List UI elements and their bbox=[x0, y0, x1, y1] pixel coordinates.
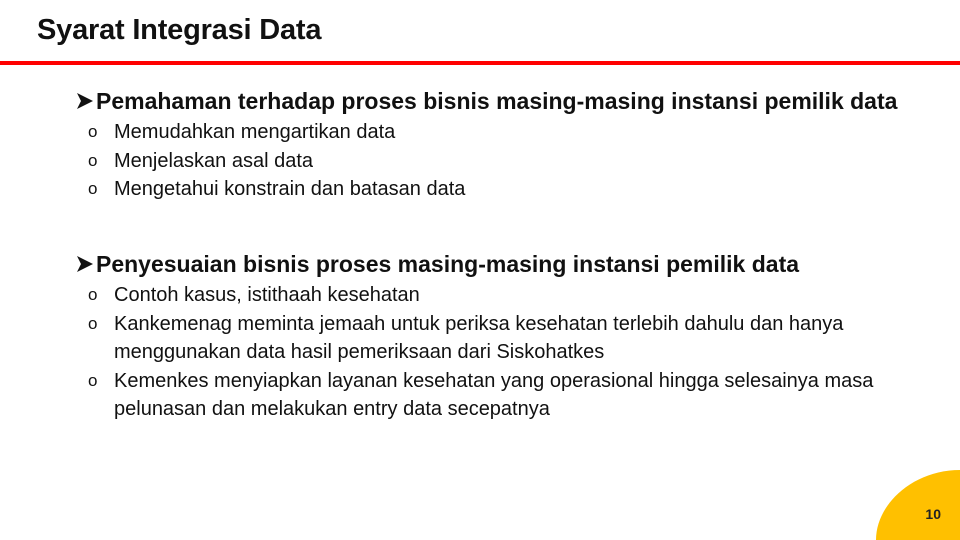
main-bullet-1 bbox=[74, 87, 934, 115]
sub-item-2-1 bbox=[88, 281, 934, 310]
sub-item-text: Kemenkes menyiapkan layanan kesehatan yang operasional hingga selesainya masa pelunasan dan melakukan entry data secepatnya bbox=[114, 369, 874, 420]
sub-item-2-2 bbox=[88, 310, 934, 367]
sub-item-text: Kankemenag meminta jemaah untuk periksa kesehatan terlebih dahulu dan hanya menggunakan data hasil pemeriksaan dari Siskohatkes bbox=[114, 312, 844, 363]
sub-list-2 bbox=[88, 281, 934, 424]
sub-item-1-2 bbox=[88, 147, 934, 176]
sub-item-1-1 bbox=[88, 118, 934, 147]
circle-bullet-icon: o bbox=[88, 122, 98, 141]
sub-item-1-3 bbox=[88, 175, 934, 204]
main-bullet-2 bbox=[74, 250, 934, 278]
sub-item-text: Contoh kasus, istithaah kesehatan bbox=[114, 284, 420, 306]
arrow-bullet-icon bbox=[74, 250, 96, 278]
main-bullet-2-text: Penyesuaian bisnis proses masing-masing instansi pemilik data bbox=[96, 251, 800, 277]
sub-item-text: Memudahkan mengartikan data bbox=[114, 121, 396, 143]
sub-item-text: Mengetahui konstrain dan batasan data bbox=[114, 178, 466, 200]
main-bullet-1-text: Pemahaman terhadap proses bisnis masing-masing instansi pemilik data bbox=[96, 88, 898, 114]
sub-item-text: Menjelaskan asal data bbox=[114, 149, 314, 172]
bullet-section-1 bbox=[74, 87, 934, 204]
circle-bullet-icon: o bbox=[88, 150, 98, 170]
arrow-bullet-icon bbox=[74, 87, 96, 115]
circle-bullet-icon: o bbox=[88, 370, 98, 390]
title-rule bbox=[0, 61, 960, 65]
page-corner-decoration bbox=[876, 470, 960, 540]
circle-bullet-icon: o bbox=[88, 179, 98, 198]
sub-list-1 bbox=[88, 118, 934, 204]
sub-item-2-3 bbox=[88, 367, 934, 424]
circle-bullet-icon: o bbox=[88, 313, 98, 333]
page-number: 10 bbox=[925, 506, 941, 522]
slide-title: Syarat Integrasi Data bbox=[37, 14, 322, 46]
circle-bullet-icon: o bbox=[88, 285, 98, 304]
bullet-section-2 bbox=[74, 250, 934, 424]
